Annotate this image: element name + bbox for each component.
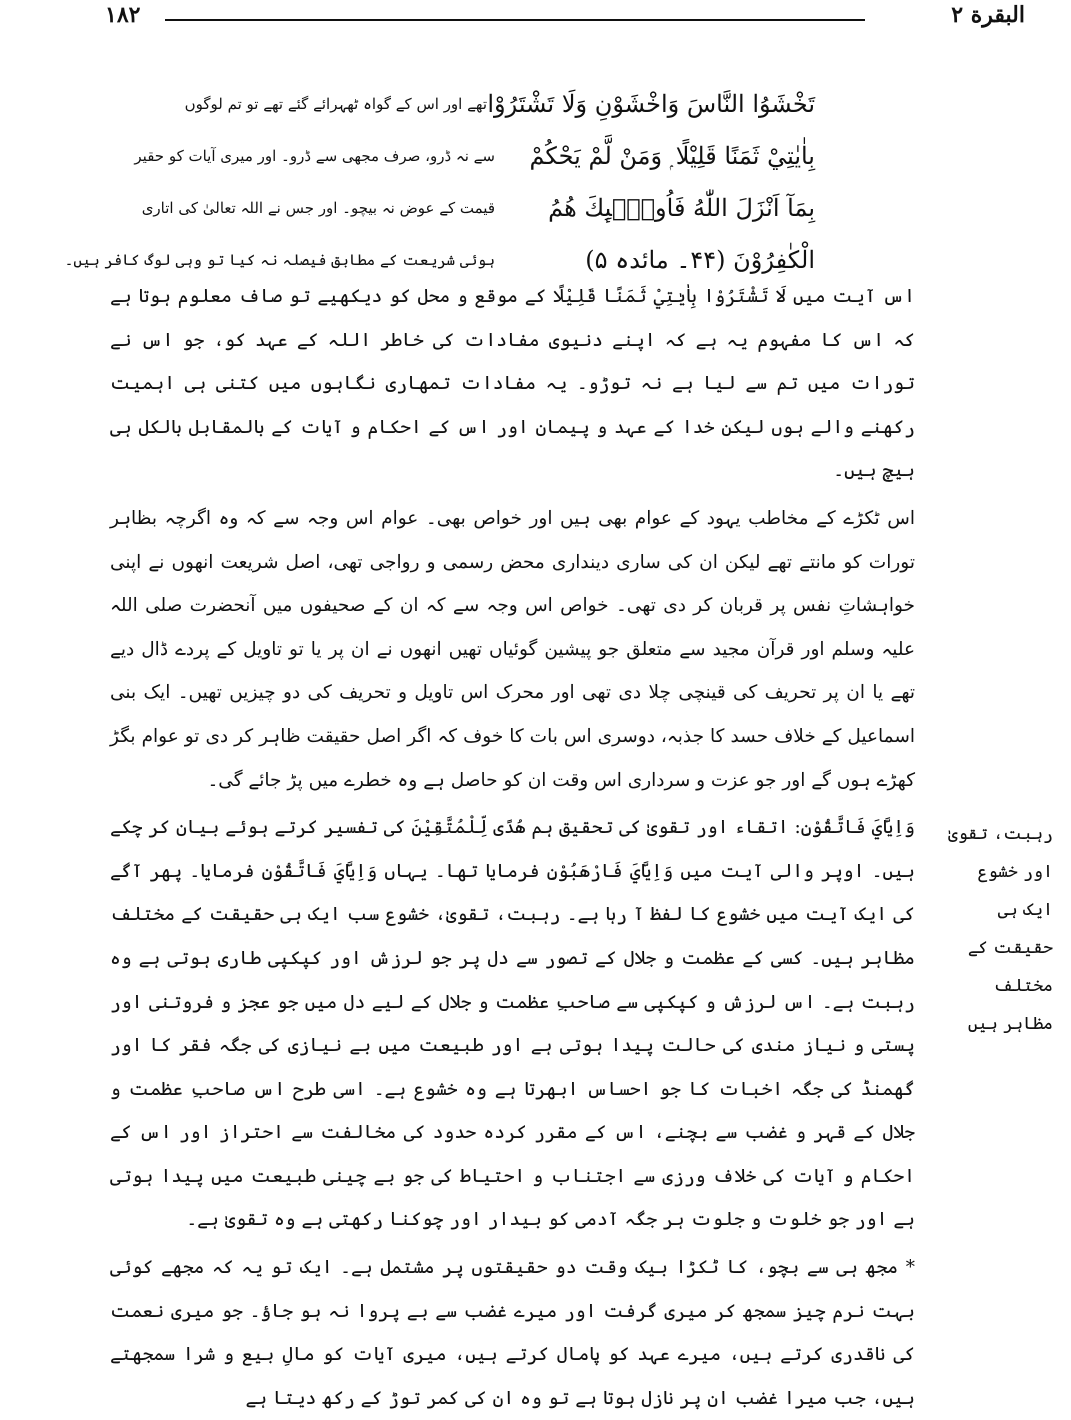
verse-arabic: تَخْشَوُا النَّاسَ وَاخْشَوْنِ وَلَا تَشْتَرُوْا: [487, 90, 815, 118]
verse-row: [141, 182, 815, 234]
surah-title: البقرة ٢: [951, 2, 1025, 28]
margin-note: رہبت، تقویٰ اور خشوع ایک ہی حقیقت کے مختلف مظاہر ہیں: [947, 824, 1053, 1034]
verse-arabic: بِاٰيٰتِيْ ثَمَنًا قَلِيْلًا ۭ وَمَنْ لَّمْ يَحْكُمْ: [529, 142, 815, 170]
verse-translation: قیمت کے عوض نہ بیچو۔ اور جس نے اللہ تعالیٰ کی اتاری: [141, 199, 495, 217]
verse-translation: ہوئی شریعت کے مطابق فیصلہ نہ کیا تو وہی لوگ کافر ہیں۔: [64, 251, 495, 269]
verse-row: [134, 130, 815, 182]
commentary-body: [110, 275, 915, 1420]
paragraph: * مجھ ہی سے بچو، کا ٹکڑا بیک وقت دو حقیقتوں پر مشتمل ہے۔ ایک تو یہ کہ مجھے کوئی بہت نرم چیز سمجھ کر میری گرفت اور میرے غضب سے بے پروا نہ ہو جاؤ۔ جو میری نعمت کی ناقدری کرتے ہیں، میرے عہد کو پامال کرتے ہیں، میری آیات کو مالِ بیع و شرا سمجھتے ہیں، جب میرا غضب ان پر نازل ہوتا ہے تو وہ ان کی کمر توڑ کے رکھ دیتا ہے: [110, 1257, 915, 1409]
verse-row: [175, 78, 815, 130]
page-header: [105, 0, 1025, 40]
header-rule: [165, 19, 865, 21]
paragraph: اس آیت میں لَا تَشْتَرُوْا بِاٰيٰتِيْ ثَمَنًا قَلِيْلًا کے موقع و محل کو دیکھیے تو صاف معلوم ہوتا ہے کہ اس کا مفہوم یہ ہے کہ اپنے دنیوی مفادات کی خاطر اللہ کے عہد کو، جو اس نے تورات میں تم سے لیا ہے نہ توڑو۔ یہ مفادات تمھاری نگاہوں میں کتنی ہی اہمیت رکھنے والے ہوں لیکن خدا کے عہد و پیمان اور اس کے احکام و آیات کے بالمقابل بالکل ہی ہیچ ہیں۔: [110, 286, 915, 482]
verse-translation: سے نہ ڈرو، صرف مجھی سے ڈرو۔ اور میری آیات کو حقیر: [134, 147, 495, 165]
verse-arabic: بِمَآ اَنْزَلَ اللّٰهُ فَاُولٰۗىِٕكَ هُمُ: [548, 194, 815, 222]
verse-block: [64, 78, 815, 286]
paragraph: وَاِيَّايَ فَاتَّقُوْنِ: اتقاء اور تقویٰ کی تحقیق ہم هُدًى لِّلْمُتَّقِيْنَ کی تفسیر کرتے ہوئے بیان کر چکے ہیں۔ اوپر والی آیت میں وَاِيَّايَ فَارْهَبُوْنِ فرمایا تھا۔ یہاں وَاِيَّايَ فَاتَّقُوْنِ فرمایا۔ پھر آگے کی ایک آیت میں خشوع کا لفظ آ رہا ہے۔ رہبت، تقویٰ، خشوع سب ایک ہی حقیقت کے مختلف مظاہر ہیں۔ کسی کے عظمت و جلال کے تصور سے دل پر جو لرزش اور کپکپی طاری ہوتی ہے وہ رہبت ہے۔ اس لرزش و کپکپی سے صاحبِ عظمت و جلال کے لیے دل میں جو عجز و فروتنی اور پستی و نیاز مندی کی حالت پیدا ہوتی ہے اور طبیعت میں بے نیازی کی جگہ فقر کا اور گھمنڈ کی جگہ اخبات کا جو احساس ابھرتا ہے وہ خشوع ہے۔ اسی طرح اس صاحبِ عظمت و جلال کے قہر و غضب سے بچنے، اس کے مقرر کردہ حدود کی مخالفت سے احتراز اور اس کے احکام و آیات کی خلاف ورزی سے اجتناب و احتیاط کی جو بے چینی طبیعت میں پیدا ہوتی ہے اور جو خلوت و جلوت ہر جگہ آدمی کو بیدار اور چوکنا رکھتی ہے وہ تقویٰ ہے۔: [110, 817, 915, 1231]
page-number: ١٨٢: [105, 2, 141, 28]
verse-arabic: الْكٰفِرُوْنَ (۴۴۔ مائدہ ۵): [585, 246, 815, 274]
paragraph: اس ٹکڑے کے مخاطب یہود کے عوام بھی ہیں اور خواص بھی۔ عوام اس وجہ سے کہ وہ اگرچہ بظاہر تورات کو مانتے تھے لیکن ان کی ساری دینداری محض رسمی و رواجی تھی، اصل شریعت انھوں نے اپنی خواہشاتِ نفس پر قربان کر دی تھی۔ خواص اس وجہ سے کہ ان کے صحیفوں میں آنحضرت صلی اللہ علیہ وسلم اور قرآن مجید سے متعلق جو پیشین گوئیاں تھیں انھوں نے ان پر یا تو تاویل کے پردے ڈال دیے تھے یا ان پر تحریف کی قینچی چلا دی تھی اور محرک اس تاویل و تحریف کی دو چیزیں تھیں۔ ایک بنی اسماعیل کے خلاف حسد کا جذبہ، دوسری اس بات کا خوف کہ اگر اصل حقیقت ظاہر کر دی تو عوام بگڑ کھڑے ہوں گے اور جو عزت و سرداری اس وقت ان کو حاصل ہے وہ خطرے میں پڑ جائے گی۔: [110, 507, 915, 791]
verse-translation: تھے اور اس کے گواہ ٹھہرائے گئے تھے تو تم لوگوں: [184, 95, 487, 113]
